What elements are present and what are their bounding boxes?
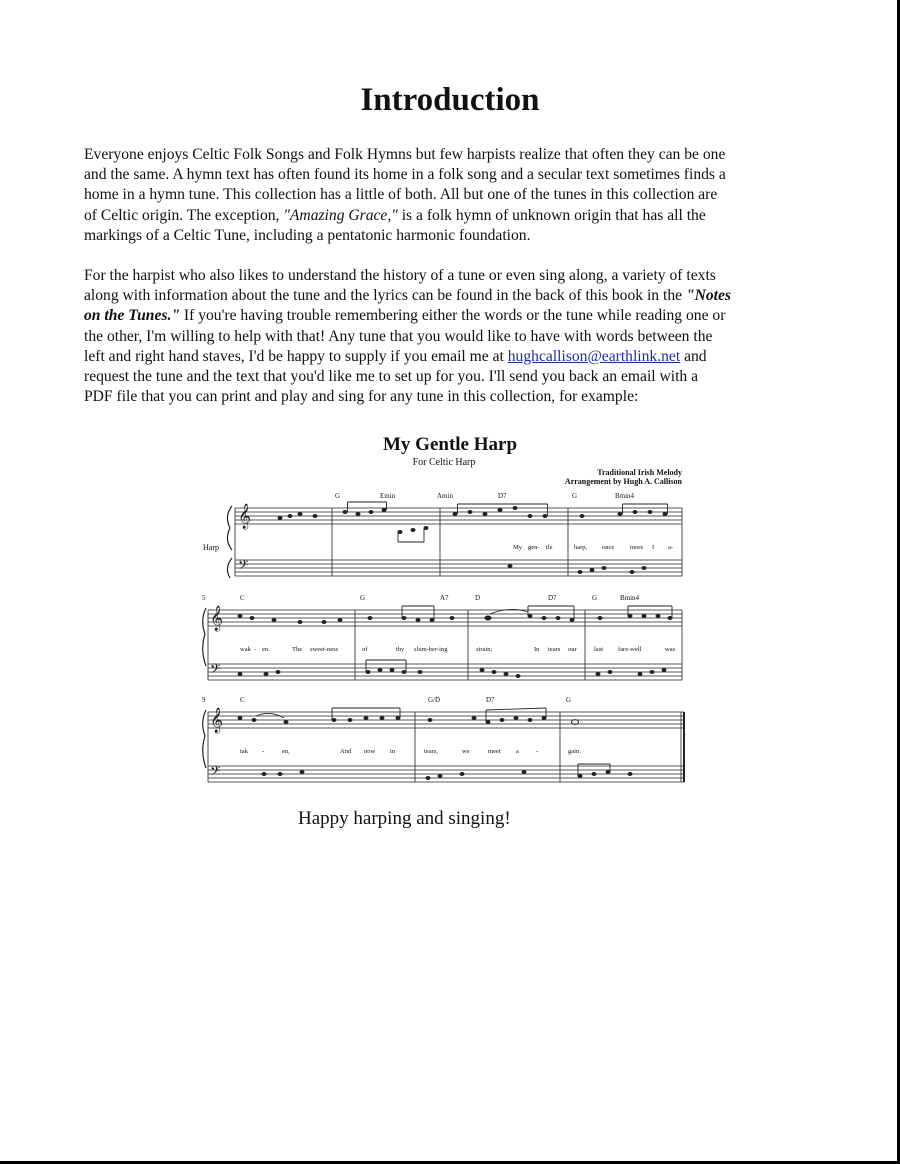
p1-line-5: markings of a Celtic Tune, including a pentatonic harmonic foundation.	[84, 226, 531, 244]
p1-line-1: Everyone enjoys Celtic Folk Songs and Folk Hymns but few harpists realize that often they can be one	[84, 146, 726, 163]
chord: Amin	[437, 492, 453, 500]
lyric: was	[665, 646, 676, 653]
svg-text:𝄢: 𝄢	[210, 763, 221, 782]
email-link[interactable]: hughcallison@earthlink.net	[507, 347, 681, 365]
lyric: gain.	[568, 748, 581, 755]
lyric: harp,	[574, 544, 588, 551]
lyric: thy	[396, 646, 405, 653]
chord: G	[360, 594, 366, 602]
lyric: wak	[240, 646, 251, 653]
intro-paragraph-1	[84, 145, 824, 246]
p2-line-4: the other, I'm willing to help with that! Any tune that you would like to have with words between the	[84, 327, 713, 345]
lyric: -	[254, 646, 257, 653]
lyric: tak	[240, 748, 248, 755]
lyric: our	[568, 646, 577, 653]
lyric: slum-ber-ing	[414, 646, 448, 653]
lyric: strain;	[476, 646, 493, 653]
lyric: we	[462, 748, 470, 755]
p2-line-2-pre: along with information about the tune and the lyrics can be found in the back of this book in the	[84, 287, 686, 305]
notes-reference-b: on the Tunes."	[84, 307, 181, 325]
lyric: tle	[546, 544, 553, 551]
p2-line-3-post: If you're having trouble remembering either the words or the tune while reading one or	[180, 307, 726, 325]
lyric: tears	[548, 646, 561, 653]
p1-line-4-pre: of Celtic origin. The exception,	[84, 206, 284, 224]
lyric: a-	[668, 544, 674, 551]
lyric: en,	[282, 748, 290, 755]
lyric: fare-well	[618, 646, 642, 653]
chord: D7	[486, 696, 495, 704]
svg-text:𝄞: 𝄞	[238, 504, 252, 529]
lyric: en.	[262, 646, 270, 653]
page-title: Introduction	[360, 82, 540, 118]
chord: D7	[498, 492, 507, 500]
score-credits	[500, 468, 682, 486]
chord: G	[335, 492, 341, 500]
lyric: The	[292, 646, 303, 653]
chord: C	[240, 696, 245, 704]
p2-line-1: For the harpist who also likes to understand the history of a tune or even sing along, a variety of texts	[84, 267, 716, 284]
chord: Bmin4	[620, 594, 640, 602]
p1-line-2: and the same. A hymn text has often found its home in a folk song and a secular text sometimes finds a	[84, 166, 726, 184]
chord: G	[566, 696, 572, 704]
measure-number: 9	[202, 696, 206, 704]
chord: D7	[548, 594, 557, 602]
staff-graphic-3	[200, 696, 686, 796]
lyric: meet	[488, 748, 501, 755]
score-system-1	[200, 492, 686, 592]
intro-paragraph-2	[84, 266, 824, 407]
lyric: more	[630, 544, 644, 551]
staff-graphic-2	[200, 594, 686, 694]
p1-line-3: home in a hymn tune. This collection has a little of both. All but one of the tunes in this collection are	[84, 186, 718, 204]
svg-text:𝄢: 𝄢	[238, 557, 249, 576]
p2-line-5-pre: left and right hand staves, I'd be happy to supply if you email me at	[84, 347, 508, 365]
score-system-2	[200, 594, 686, 694]
composer-credit: Traditional Irish Melody	[597, 468, 682, 477]
lyric: last	[594, 646, 604, 653]
svg-text:𝄢: 𝄢	[210, 661, 221, 680]
p2-line-6: request the tune and the text that you'd like me to set up for you. I'll send you back an email with a	[84, 368, 699, 386]
notes-reference-a: "Notes	[685, 287, 731, 305]
p1-line-4-post: is a folk hymn of unknown origin that has all the	[397, 206, 706, 224]
lyric: of	[362, 646, 368, 653]
lyric: once	[602, 544, 615, 551]
lyric: In	[534, 646, 540, 653]
lyric: I	[652, 544, 655, 551]
lyric: tears,	[424, 748, 438, 755]
arranger-credit: Arrangement by Hugh A. Callison	[564, 477, 682, 486]
score-title: My Gentle Harp	[382, 434, 518, 455]
svg-text:𝄞: 𝄞	[210, 708, 224, 733]
chord: A7	[440, 594, 449, 602]
closing-message: Happy harping and singing!	[298, 808, 511, 829]
chord: G/D	[428, 696, 441, 704]
lyric: gen-	[528, 544, 540, 551]
lyric: And	[340, 748, 352, 755]
p2-line-7: PDF file that you can print and play and sing for any tune in this collection, for example:	[84, 388, 639, 406]
lyric: a	[516, 748, 519, 755]
chord: D	[475, 594, 481, 602]
chord: Emin	[380, 492, 396, 500]
lyric: in	[390, 748, 396, 755]
lyric: My	[513, 544, 523, 551]
chord: G	[592, 594, 598, 602]
lyric: sweet-ness	[310, 646, 339, 653]
staff-graphic-1	[200, 492, 686, 592]
score-subtitle: For Celtic Harp	[412, 457, 476, 468]
chord: G	[572, 492, 578, 500]
score-system-3	[200, 696, 686, 796]
amazing-grace-title: "Amazing Grace,"	[283, 206, 398, 224]
chord: Bmin4	[615, 492, 635, 500]
chord: C	[240, 594, 245, 602]
lyric: -	[262, 748, 265, 755]
instrument-label: Harp	[203, 543, 219, 552]
p2-line-5-post: and	[680, 347, 707, 365]
svg-text:𝄞: 𝄞	[210, 606, 224, 631]
lyric: -	[536, 748, 539, 755]
lyric: now	[364, 748, 376, 755]
measure-number: 5	[202, 594, 206, 602]
